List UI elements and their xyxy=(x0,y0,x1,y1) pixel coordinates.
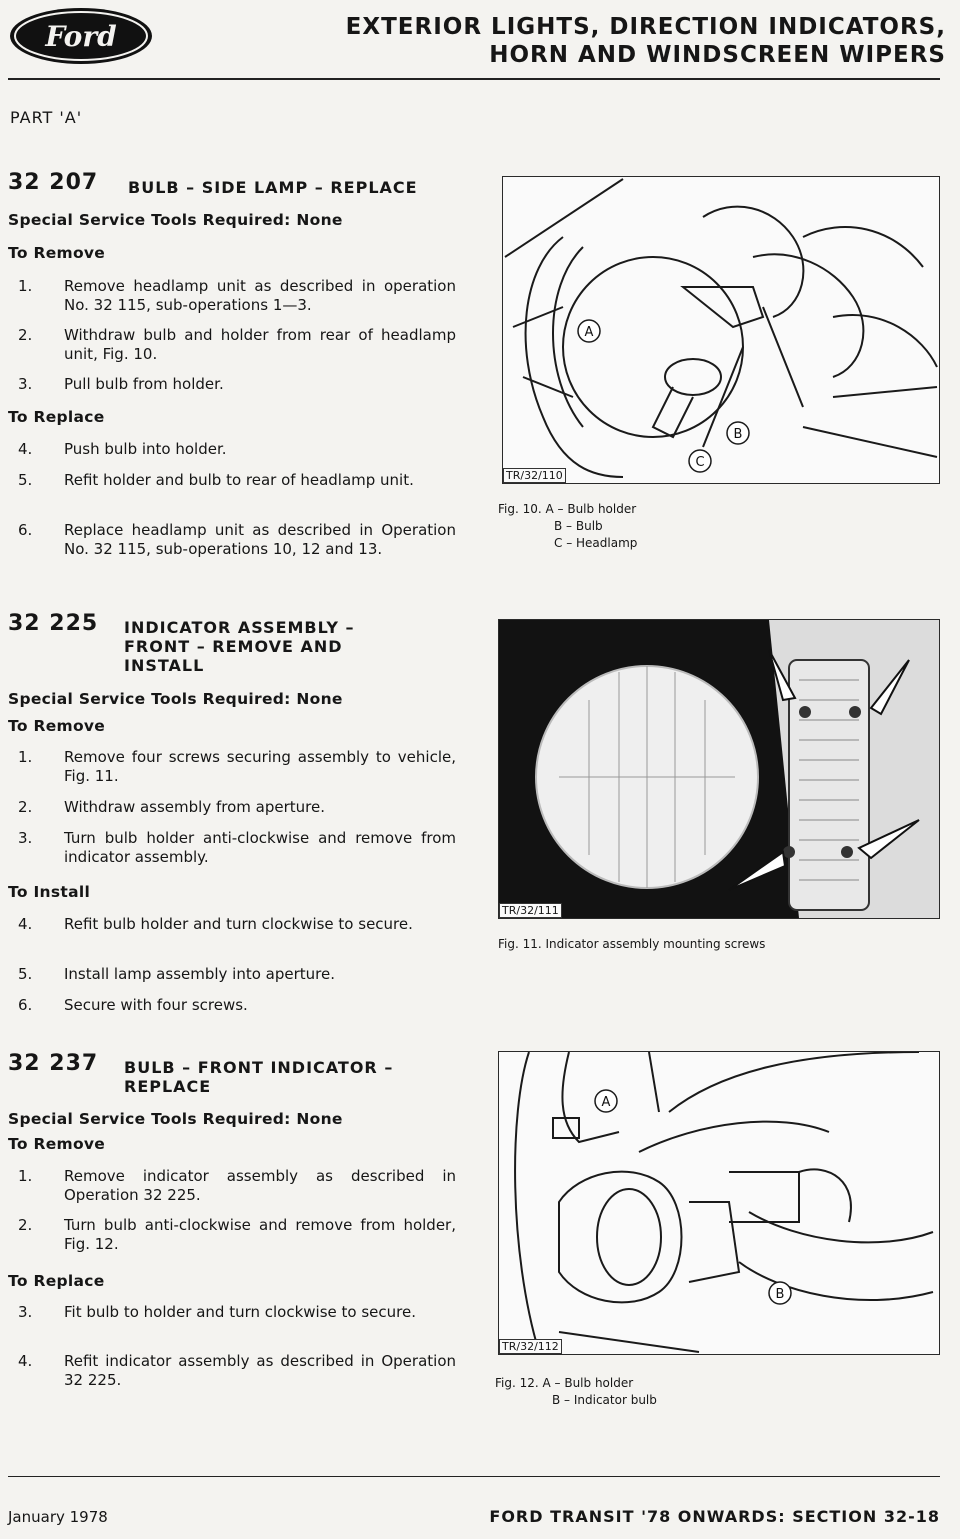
figure-caption: Fig. 12. A – Bulb holder B – Indicator bulb xyxy=(495,1376,657,1407)
footer-publication: FORD TRANSIT '78 ONWARDS: SECTION 32-18 xyxy=(489,1507,940,1526)
figure-ref: TR/32/111 xyxy=(499,903,562,918)
figure-11-photo xyxy=(498,619,940,919)
figure-ref: TR/32/112 xyxy=(499,1339,562,1354)
figure-caption: Fig. 11. Indicator assembly mounting screws xyxy=(498,937,766,951)
special-tools-line: Special Service Tools Required: None xyxy=(8,1110,343,1128)
figure-ref: TR/32/110 xyxy=(503,468,566,483)
part-label: PART 'A' xyxy=(10,108,83,127)
callout-a: A xyxy=(584,325,594,340)
callout-a: A xyxy=(601,1095,611,1110)
special-tools-line: Special Service Tools Required: None xyxy=(8,690,343,708)
section-heading-install: To Install xyxy=(8,883,91,901)
headlamp-bulb-drawing xyxy=(503,177,939,483)
callout-b: B xyxy=(733,427,743,442)
section-heading-replace: To Replace xyxy=(8,1272,105,1290)
section-heading-remove: To Remove xyxy=(8,244,106,262)
indicator-assembly-drawing xyxy=(499,620,939,918)
footer-date: January 1978 xyxy=(8,1508,108,1526)
operation-title: INDICATOR ASSEMBLY – xyxy=(124,618,355,637)
header-divider xyxy=(8,78,940,80)
operation-title: FRONT – REMOVE AND xyxy=(124,637,343,656)
logo-text: Ford xyxy=(45,20,117,53)
special-tools-line: Special Service Tools Required: None xyxy=(8,211,343,229)
figure-caption: Fig. 10. A – Bulb holder B – Bulb C – Headlamp xyxy=(498,502,638,550)
section-heading-remove: To Remove xyxy=(8,1135,106,1153)
section-heading-remove: To Remove xyxy=(8,717,106,735)
figure-12-illustration xyxy=(498,1051,940,1355)
operation-number: 32 207 xyxy=(8,170,99,195)
header-title-line2: HORN AND WINDSCREEN WIPERS xyxy=(489,42,946,68)
section-heading-replace: To Replace xyxy=(8,408,105,426)
operation-number: 32 237 xyxy=(8,1051,99,1076)
figure-10-illustration xyxy=(502,176,940,484)
operation-title: REPLACE xyxy=(124,1077,212,1096)
footer-divider xyxy=(8,1476,940,1477)
callout-c: C xyxy=(695,455,705,470)
operation-title: BULB – FRONT INDICATOR – xyxy=(124,1058,394,1077)
ford-logo xyxy=(8,6,154,66)
operation-title: BULB – SIDE LAMP – REPLACE xyxy=(128,178,418,197)
operation-number: 32 225 xyxy=(8,611,99,636)
header-title-line1: EXTERIOR LIGHTS, DIRECTION INDICATORS, xyxy=(345,14,946,40)
callout-b: B xyxy=(775,1287,785,1302)
operation-title: INSTALL xyxy=(124,656,205,675)
indicator-bulb-drawing xyxy=(499,1052,939,1354)
